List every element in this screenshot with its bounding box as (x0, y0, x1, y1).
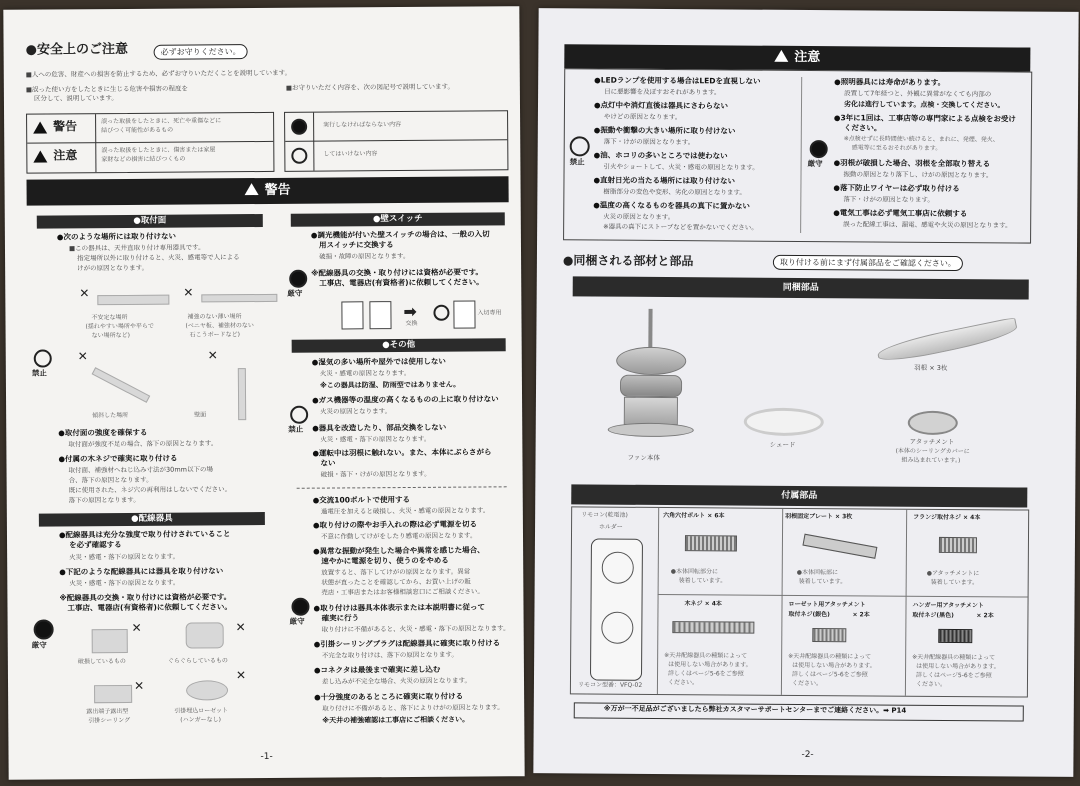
unstable-ceiling-illustration (97, 295, 169, 306)
legend-box-symbols (284, 110, 508, 172)
plate-note-2: 装着しています。 (798, 577, 847, 586)
chui-desc-1: 誤った取扱をしたときに、傷害または家屋 (101, 146, 216, 155)
s2-text: ●ガス機器等の温度の高くなるものの上に取り付けない (312, 394, 499, 405)
sonota-bar: ●その他 (292, 338, 506, 352)
attachment-label: アタッチメント (909, 437, 955, 447)
t1a-text: ■この器具は、天井直取り付け専用器具です。 (68, 243, 205, 253)
d2-text: ●3年に1回は、工事店等の専門家による点検をお受け (833, 113, 1016, 124)
loose-fixture-illustration (186, 622, 224, 648)
intro-text-2a: ■誤った使い方をしたときに生じる危害や損害の程度を (25, 84, 189, 94)
toritsuke-bar: ●取付面 (37, 214, 263, 229)
rosette-screw-label: ローゼット用アタッチメント (788, 600, 866, 609)
caution-triangle-icon (33, 151, 47, 163)
hekimen-label: 壁面 (194, 411, 207, 419)
t1c-text: けがの原因となります。 (77, 263, 149, 273)
flange-note-2: 装着しています。 (930, 578, 979, 587)
h1-text: ●配線器具は充分な強度で取り付けされていること (58, 529, 231, 540)
plate-note-1: ●本体回転部に (796, 568, 839, 577)
section-heading: ●安全上のご注意 (25, 41, 128, 58)
h1b-text: を必ず確認する (69, 539, 122, 550)
d1-text: ●照明器具には寿命があります。 (834, 77, 946, 87)
rozetto-label-2: (ハンガーなし) (180, 716, 221, 724)
mandatory-icon (34, 619, 54, 639)
wood-note-1: ※天井配線器具の種類によって (664, 652, 748, 660)
c1-text: ●LEDランプを使用する場合はLEDを直視しない (594, 75, 761, 86)
genshu-label: 厳守 (289, 616, 305, 626)
hokyou-label: 補強のない薄い場所 (187, 313, 242, 321)
g6a-text: 差し込みが不完全な場合、火災の原因となります。 (321, 676, 472, 686)
divider (297, 486, 507, 488)
t2a-text: 取付面が強度不足の場合、落下の原因となります。 (68, 439, 218, 449)
t3c-text: 既に使用された、ネジ穴の再利用はしないでください。 (68, 485, 232, 495)
warning-triangle-icon (33, 122, 47, 134)
hanger-note-4: ください。 (915, 680, 947, 688)
remote-model-label: リモコン型番：VFQ-02 (577, 681, 643, 689)
t3d-text: 落下の原因となります。 (68, 495, 140, 505)
c4-text: ●油、ホコリの多いところでは使わない (593, 150, 728, 161)
h3b-text: 工事店、電器店(有資格者)に依頼してください。 (67, 602, 232, 613)
rosette-note-3: 詳しくはページ5-6をご参照 (792, 670, 868, 679)
jikkou-desc: 実行しなければならない内容 (323, 121, 402, 129)
g6-text: ●コネクタは最後まで確実に差し込む (313, 664, 441, 675)
hanger-note-3: 詳しくはページ5-6をご参照 (916, 671, 992, 680)
d2b-text: ください。 (843, 123, 882, 133)
warning-section-bar (27, 176, 509, 205)
keikoku-label: 警告 (53, 119, 78, 134)
warning-triangle-icon (245, 183, 259, 195)
x-mark-icon: ✕ (207, 348, 218, 363)
d2c-text: ※点検せずに長時間使い続けると、まれに、発煙、発火、 (843, 135, 999, 144)
t1-text: ●次のような場所には取り付けない (56, 231, 176, 242)
hokyou-label-3: 石こうボードなど) (189, 331, 240, 339)
hanger-screw-label-2: 取付ネジ(黒色) (912, 611, 954, 620)
intro-text: ■人への危害、財産への損害を防止するため、必ずお守りいただくことを説明しています。 (25, 68, 292, 79)
fan-body-illustration (539, 8, 1079, 12)
s4-text: ●運転中は羽根に触れない。また、本体にぶらさがら (312, 447, 492, 458)
h3-text: ※配線器具の交換・取り付けには資格が必要です。 (59, 592, 232, 603)
thin-ceiling-illustration (201, 294, 277, 303)
fan-label: ファン本体 (627, 453, 660, 462)
h2-text: ●下記のような配線器具には器具を取り付けない (59, 566, 224, 577)
chui-desc-2: 家財などの損害に結びつくもの (101, 155, 186, 164)
k1b-text: 用スイッチに交換する (318, 240, 394, 250)
s4b-text: ない (320, 458, 336, 468)
blade-illustration (876, 317, 1019, 365)
parts-confirm-pill: 取り付ける前にまず付属部品をご確認ください。 (773, 255, 963, 271)
hanger-screw-label: ハンガー用アタッチメント (912, 601, 984, 610)
exposed-terminal-illustration (94, 685, 132, 703)
g3d-text: 状態が直ったことを確認してから、お買い上げの販 (321, 577, 471, 587)
must-protect-pill: 必ずお守りください。 (154, 44, 248, 60)
d3a-text: 振動の原因となり落下し、けがの原因となります。 (843, 170, 993, 180)
prohibited-icon (570, 136, 590, 156)
onoff-switch-illustration (453, 301, 475, 329)
keikoku-desc-2: 結びつく可能性があるもの (101, 126, 174, 135)
fuzoku-bar: 付属部品 (571, 484, 1027, 507)
x-mark-icon: ✕ (79, 286, 90, 301)
s3-text: ●器具を改造したり、部品交換をしない (312, 422, 447, 433)
s1-text: ●湿気の多い場所や屋外では使用しない (311, 356, 446, 367)
nyukiri-label: 入切専用 (477, 309, 502, 317)
h2a-text: 火災・感電・落下の原因となります。 (69, 578, 180, 588)
prohibited-icon (291, 148, 307, 164)
remote-illustration (590, 539, 643, 681)
bolt-illustration (685, 535, 737, 551)
hason-label: 破損しているもの (77, 657, 126, 666)
x-mark-icon: ✕ (77, 349, 88, 364)
flange-note-1: ●アタッチメントに (926, 569, 980, 578)
bolt-label: 六角穴付ボルト × 6本 (663, 512, 725, 520)
rosette-screw-label-2: 取付ネジ(銀色) (788, 610, 830, 619)
s1a-text: 火災・感電の原因となります。 (319, 368, 411, 378)
g5-text: ●引掛シーリングプラグは配線器具に確実に取り付ける (313, 638, 501, 649)
g7b-text: ※天井の補強確認は工事店にご相談ください。 (322, 715, 470, 725)
mandatory-icon (291, 119, 307, 135)
rozetto-label: 引掛埋込ローゼット (174, 707, 229, 715)
ok-circle-icon (433, 305, 449, 321)
wall-illustration (238, 368, 246, 420)
hanger-note-1: ※天井配線器具の種類によって (912, 653, 996, 662)
page-number: -1- (260, 751, 273, 763)
chui-label: 注意 (53, 148, 78, 163)
mandatory-icon (291, 598, 309, 616)
fuantei-label: 不安定な場所 (91, 313, 128, 322)
hanger-note-2: は使用しない場合があります。 (916, 662, 1000, 671)
g2a-text: 不意に作動してけがをしたり感電の原因となります。 (320, 531, 477, 541)
k2b-text: 工事店、電器店(有資格者)に依頼してください。 (319, 277, 484, 288)
doukon-bar: 同梱部品 (573, 276, 1029, 299)
plate-label: 羽根固定プレート × 3枚 (785, 512, 853, 521)
d1b-text: 劣化は進行しています。点検・交換してください。 (843, 100, 1005, 110)
intro-text-2b: 区分して、説明しています。 (33, 94, 118, 103)
kinshi-label: 禁止 (569, 157, 585, 167)
g3c-text: 放置すると、落下してけがの原因となります。異常 (321, 567, 471, 577)
g4-text: ●取り付けは器具本体表示または本説明書に従って (313, 602, 486, 613)
s2a-text: 火災の原因となります。 (320, 407, 392, 416)
kinshi-label: 禁止 (31, 368, 47, 378)
bolt-note-1: ●本体回転部分に (670, 568, 719, 576)
legend-box-severity (26, 112, 274, 174)
rosette-note-1: ※天井配線器具の種類によって (788, 652, 872, 661)
tanshi-label: 露出端子露出型 (86, 707, 129, 716)
bolt-note-2: 装着しています。 (678, 577, 727, 585)
shade-label: シェード (769, 440, 796, 449)
d4a-text: 落下・けがの原因となります。 (843, 195, 934, 204)
s1b-text: ※この器具は防湿、防雨型ではありません。 (319, 380, 461, 390)
s4c-text: 破損・落下・けがの原因となります。 (320, 469, 431, 479)
d2d-text: 感電等に至るおそれがあります。 (851, 144, 942, 152)
g3e-text: 売店・工事店またはお客様相談窓口にご相談ください。 (321, 587, 484, 597)
x-mark-icon: ✕ (235, 620, 246, 635)
parts-heading: ●同梱される部材と部品 (562, 253, 694, 269)
t3a-text: 取付面、補強材へねじ込み寸法が30mm以下の場 (68, 465, 213, 475)
c5-text: ●直射日光の当たる場所には取り付けない (593, 175, 736, 186)
d1a-text: 設置して7年経つと、外観に異常がなくても内部の (844, 89, 992, 99)
attachment-label-2: (本体のシーリングカバーに (895, 447, 970, 456)
dimmer-switch-illustration (341, 301, 363, 329)
d3-text: ●羽根が破損した場合、羽根を全部取り替える (833, 158, 991, 169)
g4c-text: 取り付けに不備があると、火災・感電・落下の原因となります。 (321, 624, 510, 634)
s3a-text: 火災・感電・落下の原因となります。 (320, 434, 431, 444)
hokyou-label-2: (ベニヤ板、補強材のない (185, 322, 254, 330)
broken-fixture-illustration (92, 629, 128, 653)
g4b-text: 確実に行う (321, 613, 360, 623)
flange-screw-illustration (939, 537, 977, 553)
d4-text: ●落下防止ワイヤーは必ず取り付ける (833, 183, 960, 194)
arrow-right-icon: ➡ (403, 301, 417, 322)
k2-text: ※配線器具の交換・取り付けには資格が必要です。 (311, 267, 483, 278)
warning-bar-label: 警告 (264, 182, 291, 198)
d5a-text: 誤った配線工事は、漏電、感電や火災の原因となります。 (843, 220, 1012, 230)
genshu-label: 厳守 (807, 159, 823, 169)
c6-text: ●温度の高くなるものを器具の真下に置かない (593, 200, 750, 211)
warning-triangle-icon (774, 50, 788, 62)
koukan-label: 交換 (405, 319, 418, 328)
holder-label: ホルダー (599, 523, 623, 531)
wood-screw-label: 木ネジ × 4本 (684, 600, 722, 608)
d5-text: ●電気工事は必ず電気工事店に依頼する (833, 208, 968, 219)
keisha-label: 傾斜した場所 (92, 411, 129, 420)
shade-illustration (744, 408, 824, 437)
footer-note: ※万が一不足品がございましたら弊社カスタマーサポートセンターまでご連絡ください。➡ P14 (603, 704, 907, 715)
c1a-text: 目に悪影響を及ぼすおそれがあります。 (604, 87, 721, 97)
h1c-text: 火災・感電・落下の原因となります。 (69, 552, 180, 562)
x-mark-icon: ✕ (131, 620, 142, 635)
attachment-illustration (908, 411, 958, 435)
rosette-note-2: は使用しない場合があります。 (792, 661, 876, 670)
dimmer-switch-illustration-2 (369, 301, 391, 329)
g7a-text: 取り付けに不備があると、落下によりけがの原因となります。 (322, 703, 504, 713)
attachment-label-3: 組み込まれています。) (901, 456, 961, 465)
remote-label: リモコン(乾電池) (581, 511, 628, 519)
x-mark-icon: ✕ (183, 285, 194, 300)
wood-note-3: 詳しくはページ5-6をご参照 (668, 670, 744, 678)
rosette-illustration (186, 680, 228, 700)
c3a-text: 落下・けがの原因となります。 (603, 137, 695, 147)
caution-section-bar (564, 44, 1030, 71)
prohibited-icon (34, 349, 52, 367)
t3b-text: 合、落下の原因となります。 (68, 475, 153, 485)
g3-text: ●異常な振動が発生した場合や異常を感じた場合、 (313, 545, 485, 556)
fuantei-label-3: ない場所など) (91, 331, 130, 340)
rosette-screw-illustration (812, 628, 846, 642)
hanger-screw-illustration (938, 629, 972, 643)
wood-note-4: ください。 (667, 679, 699, 687)
genshu-label: 厳守 (287, 288, 303, 298)
mandatory-icon (810, 140, 828, 158)
rosette-screw-count: × 2本 (852, 611, 870, 619)
g7-text: ●十分強度のあるところに確実に取り付ける (314, 691, 464, 702)
wood-note-2: は使用しない場合があります。 (668, 661, 752, 669)
g3b-text: 速やかに電源を切り、使うのをやめる (321, 555, 449, 566)
kabe-switch-bar: ●壁スイッチ (291, 212, 505, 226)
t2-text: ●取付面の強度を確保する (58, 427, 148, 438)
c6b-text: ※器具の真下にストーブなどを置かないでください。 (603, 222, 758, 232)
t3-text: ●付属の木ネジで確実に取り付ける (58, 453, 178, 464)
x-mark-icon: ✕ (133, 678, 145, 693)
fuantei-label-2: (揺れやすい場所や平らで (85, 322, 154, 331)
c4a-text: 引火やショートして、火災・感電の原因となります。 (603, 162, 759, 172)
guragura-label: ぐらぐらしているもの (167, 657, 228, 665)
page-number: -2- (801, 749, 814, 761)
x-mark-icon: ✕ (235, 668, 247, 683)
intro-text-3: ■お守りいただく内容を、次の図記号で説明しています。 (285, 82, 455, 92)
c6a-text: 火災の原因となります。 (603, 212, 675, 222)
rosette-note-4: ください。 (791, 679, 823, 688)
tanshi-label-2: 引掛シーリング (88, 716, 131, 725)
g1-text: ●交流100ボルトで使用する (312, 494, 410, 505)
manual-page-right (533, 8, 1078, 777)
c5a-text: 樹脂部分の変色や変形、劣化の原因となります。 (603, 187, 746, 197)
hanger-screw-count: × 2本 (976, 612, 994, 620)
genshu-label: 厳守 (31, 640, 47, 650)
g1a-text: 過電圧を加えると破損し、火災・感電の原因となります。 (320, 506, 490, 516)
c2-text: ●点灯中や消灯直後は器具にさわらない (593, 100, 729, 111)
prohibited-icon (290, 406, 308, 424)
keikoku-desc-1: 誤った取扱をしたときに、死亡や重傷などに (101, 117, 222, 126)
kinshi-label: 禁止 (288, 424, 304, 434)
c3-text: ●振動や衝撃の大きい場所に取り付けない (593, 125, 736, 136)
flange-label: フランジ取付ネジ × 4本 (913, 513, 981, 522)
g5a-text: 不完全な取り付けは、落下の原因となります。 (321, 650, 458, 660)
manual-page-left (3, 6, 524, 780)
g2-text: ●取り付けの際やお手入れの際は必ず電源を切る (312, 519, 477, 530)
haisen-bar: ●配線器具 (39, 512, 265, 527)
mandatory-icon (289, 270, 307, 288)
c2a-text: やけどの原因となります。 (603, 112, 682, 122)
t1b-text: 指定場所以外に取り付けると、火災、感電等で人による (77, 253, 240, 263)
k1c-text: 破損・故障の原因となります。 (319, 251, 410, 261)
k1-text: ●調光機能が付いた壁スイッチの場合は、一般の入切 (310, 229, 490, 240)
wood-screw-illustration (672, 621, 754, 634)
caution-bar-label: 注意 (794, 49, 821, 66)
blade-label: 羽根 × 3枚 (914, 363, 948, 372)
kinshi-desc: してはいけない内容 (323, 150, 378, 158)
sloped-ceiling-illustration (92, 367, 151, 403)
